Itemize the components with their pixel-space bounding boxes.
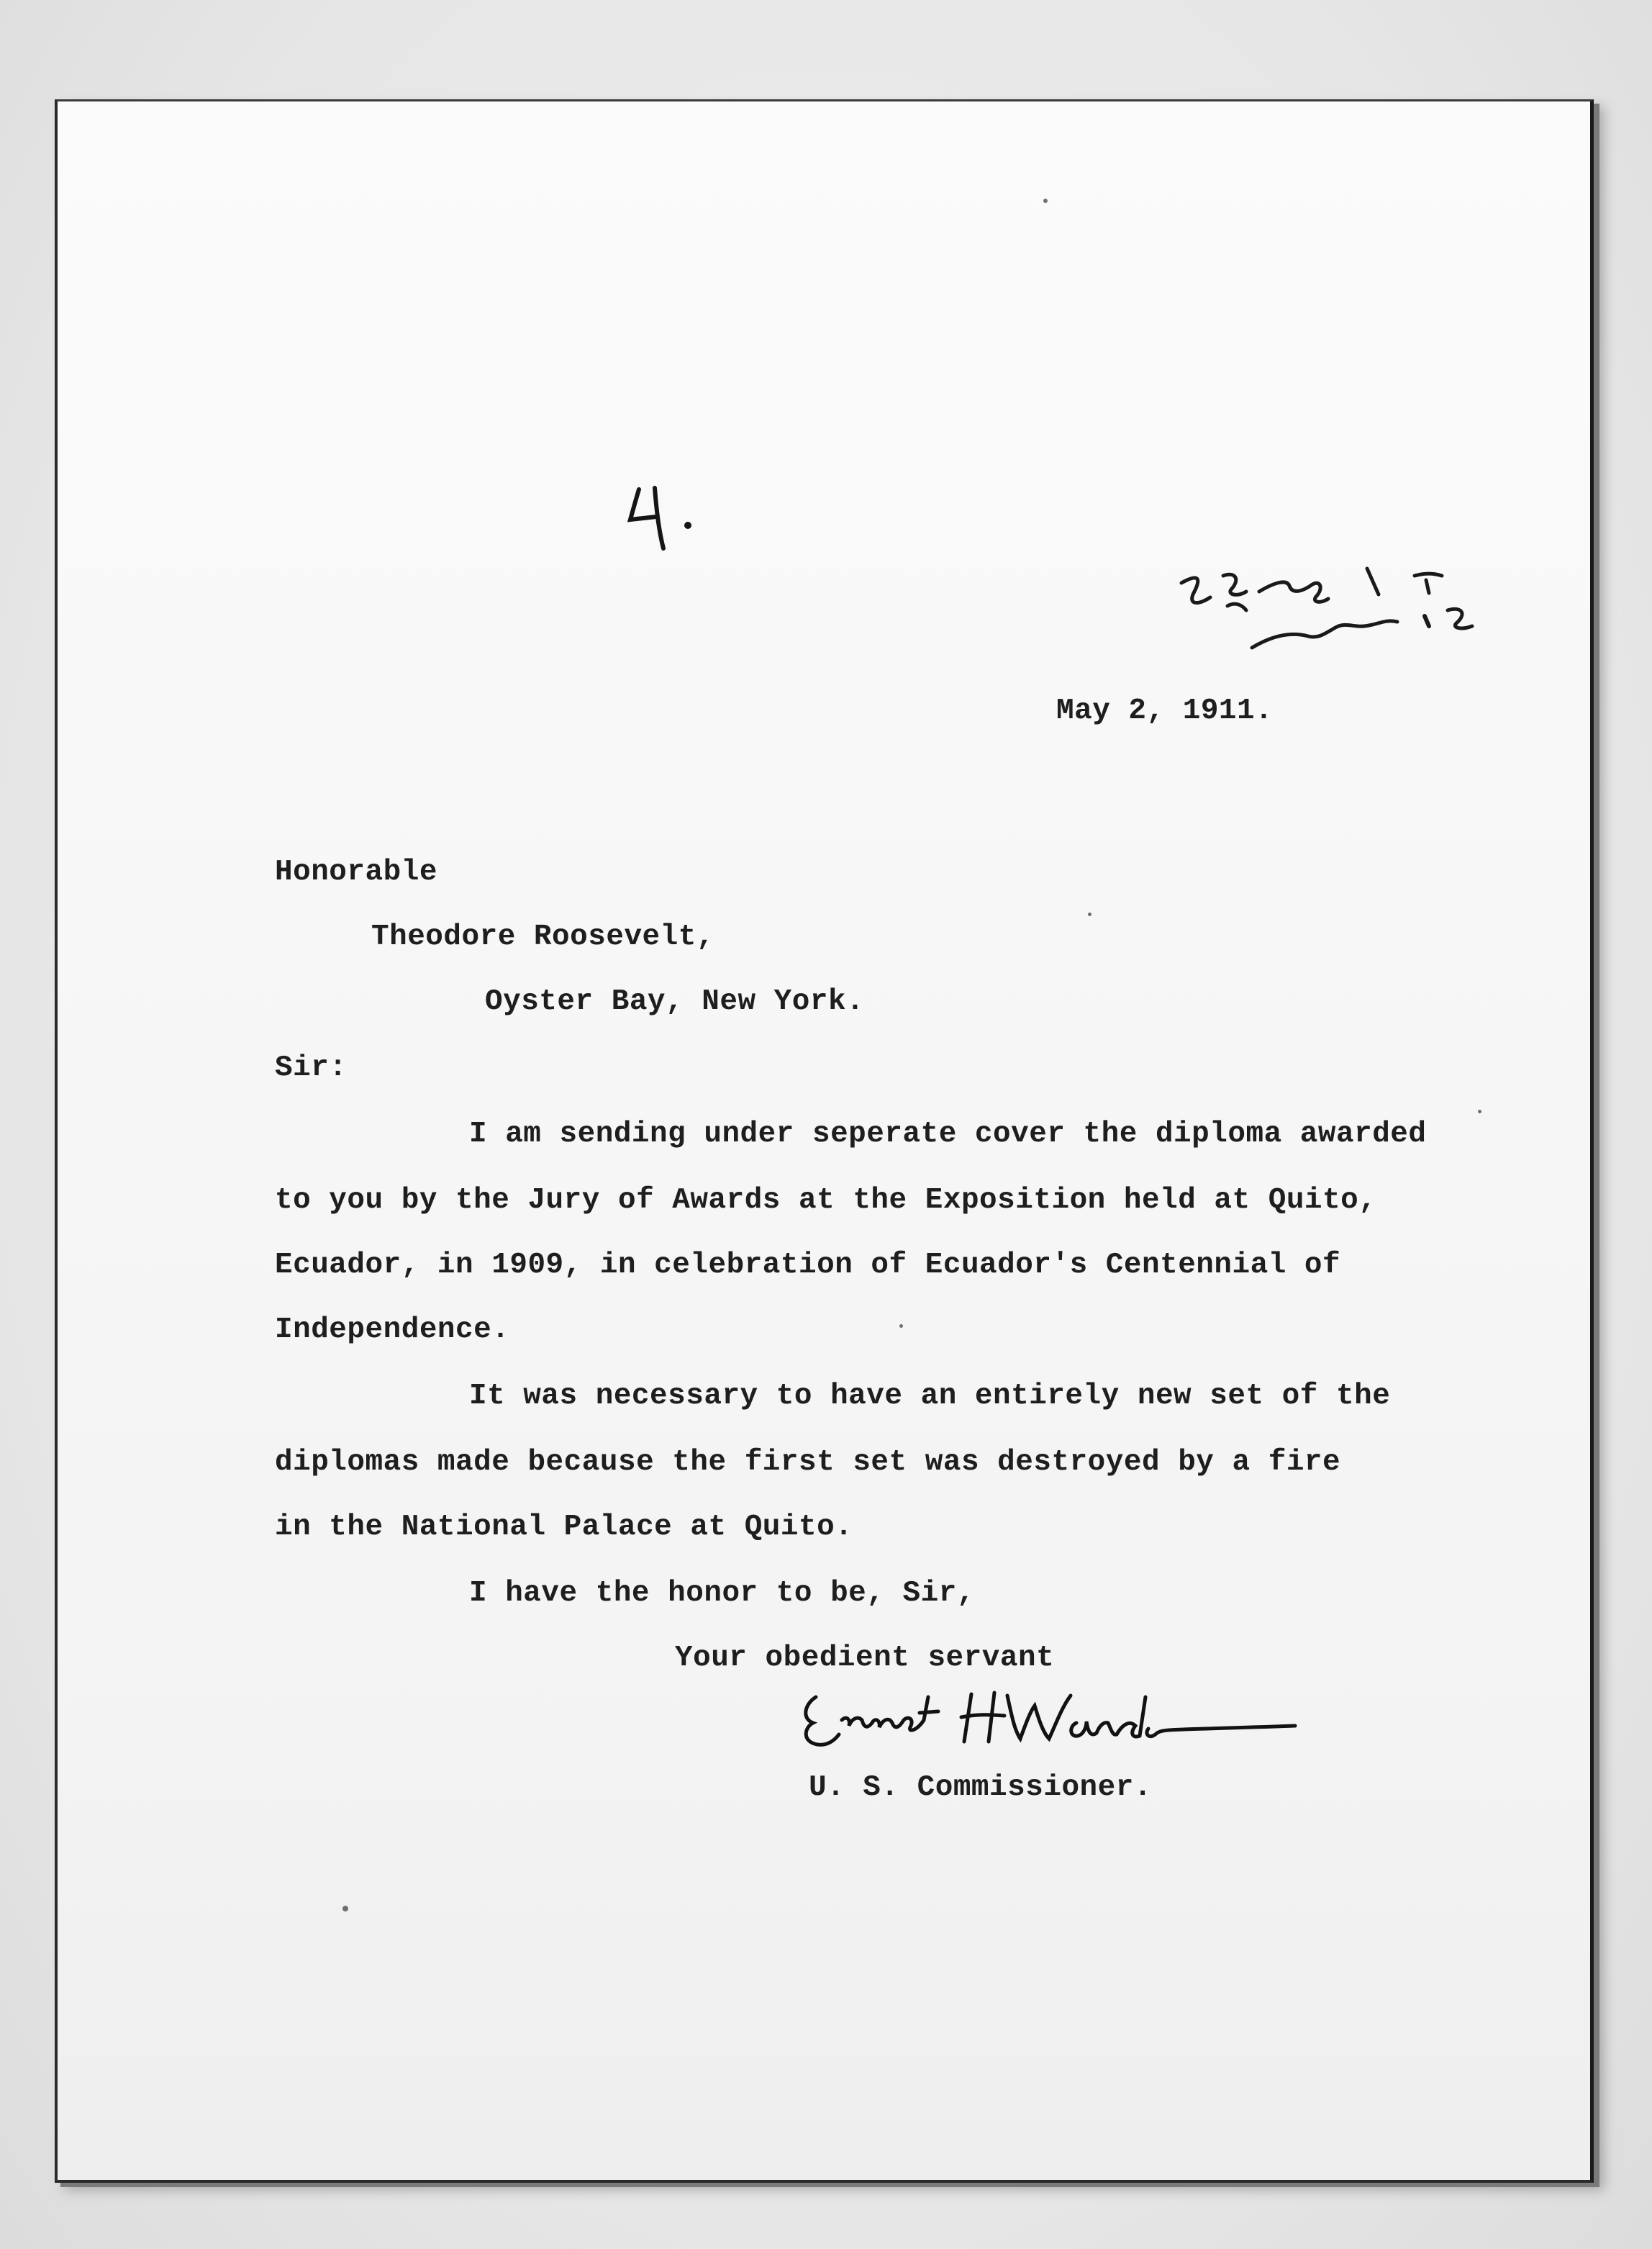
handwritten-file-notation — [1166, 547, 1540, 676]
recipient-location: Oyster Bay, New York. — [485, 985, 865, 1018]
scan-speck — [1043, 199, 1048, 203]
scan-speck — [899, 1324, 903, 1328]
body-line: It was necessary to have an entirely new set of the — [469, 1380, 1391, 1413]
body-line: diplomas made because the first set was destroyed by a fire — [275, 1446, 1341, 1479]
signer-title: U. S. Commissioner. — [809, 1771, 1152, 1804]
scan-speck — [342, 1906, 348, 1911]
body-line: to you by the Jury of Awards at the Exposition held at Quito, — [275, 1184, 1377, 1217]
body-line: I am sending under seperate cover the diploma awarded — [469, 1118, 1427, 1151]
scan-speck — [1088, 913, 1092, 916]
scan-speck — [1478, 1110, 1481, 1113]
body-line: Independence. — [275, 1313, 510, 1347]
greeting: Sir: — [275, 1051, 348, 1085]
handwritten-mark — [619, 475, 705, 561]
recipient-honorific: Honorable — [275, 856, 437, 889]
closing: I have the honor to be, Sir, — [469, 1577, 975, 1610]
letter-date: May 2, 1911. — [1056, 694, 1274, 728]
sign-off: Your obedient servant — [675, 1642, 1055, 1675]
body-line: Ecuador, in 1909, in celebration of Ecuador's Centennial of — [275, 1249, 1341, 1282]
body-line: in the National Palace at Quito. — [275, 1511, 853, 1544]
recipient-name: Theodore Roosevelt, — [371, 920, 714, 954]
signature — [791, 1675, 1295, 1762]
